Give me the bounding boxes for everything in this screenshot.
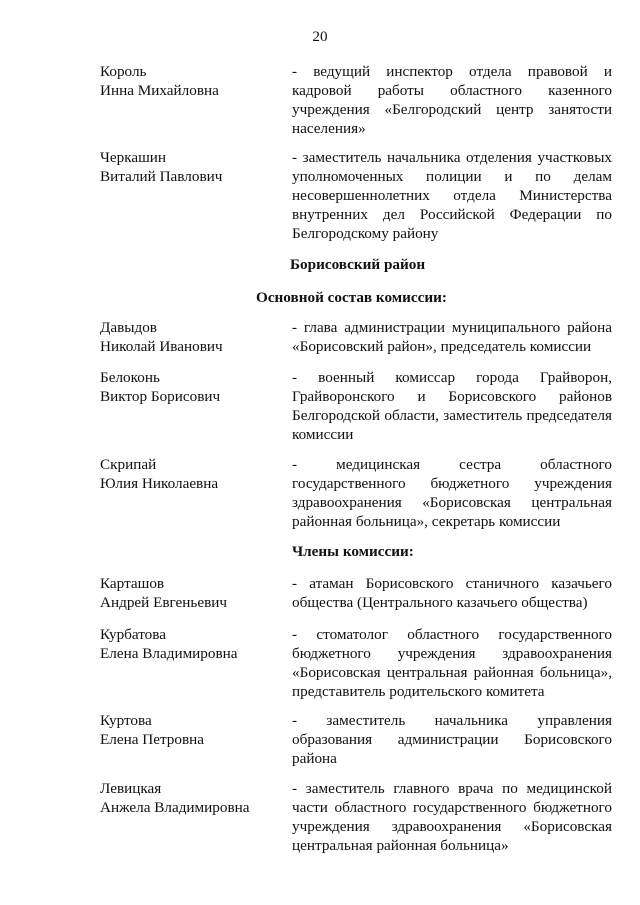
member-name [100, 455, 280, 493]
member-name [100, 148, 280, 186]
member-description: - стоматолог областного государственного бюджетного учреждения здравоохранения «Борисовская центральная районная больница», представитель родительского комитета [292, 626, 612, 700]
member-given-names: Виталий Павлович [100, 168, 223, 185]
member-given-names: Анжела Владимировна [100, 799, 250, 816]
page-number: 20 [312, 28, 328, 45]
members-heading: Члены комиссии: [292, 543, 414, 560]
member-given-names: Юлия Николаевна [100, 475, 219, 492]
member-surname: Левицкая [100, 780, 162, 797]
member-surname: Черкашин [100, 149, 167, 166]
member-name [100, 574, 280, 612]
member-surname: Скрипай [100, 456, 157, 473]
member-given-names: Елена Петровна [100, 731, 205, 748]
member-description: - заместитель начальника управления образования администрации Борисовского района [292, 712, 612, 767]
district-heading: Борисовский район [290, 256, 426, 273]
main-board-heading: Основной состав комиссии: [256, 289, 447, 306]
member-surname: Куртова [100, 712, 152, 729]
member-name [100, 779, 280, 817]
member-surname: Курбатова [100, 626, 166, 643]
member-description: - военный комиссар города Грайворон, Грайворонского и Борисовского районов Белгородской области, заместитель председателя комиссии [292, 369, 612, 443]
member-given-names: Николай Иванович [100, 338, 223, 355]
member-given-names: Виктор Борисович [100, 388, 221, 405]
member-name [100, 62, 280, 100]
member-description: - заместитель главного врача по медицинской части областного государственного бюджетного учреждения здравоохранения «Борисовская центральная районная больница» [292, 780, 612, 854]
member-surname: Давыдов [100, 319, 157, 336]
member-name [100, 368, 280, 406]
member-surname: Карташов [100, 575, 165, 592]
member-name [100, 625, 280, 663]
member-description: - медицинская сестра областного государственного бюджетного учреждения здравоохранения «Борисовская центральная районная больница», секретарь комиссии [292, 456, 612, 530]
member-description: - атаман Борисовского станичного казачьего общества (Центрального казачьего общества) [292, 575, 612, 611]
member-given-names: Андрей Евгеньевич [100, 594, 228, 611]
member-description: - заместитель начальника отделения участковых уполномоченных полиции и по делам несовершеннолетних отдела Министерства внутренних дел Российской Федерации по Белгородскому району [292, 149, 612, 242]
member-surname: Белоконь [100, 369, 160, 386]
member-given-names: Елена Владимировна [100, 645, 238, 662]
member-given-names: Инна Михайловна [100, 82, 219, 99]
member-surname: Король [100, 63, 147, 80]
member-description: - глава администрации муниципального района «Борисовский район», председатель комиссии [292, 319, 612, 355]
member-name [100, 711, 280, 749]
member-description: - ведущий инспектор отдела правовой и кадровой работы областного казенного учреждения «Белгородский центр занятости населения» [292, 63, 612, 137]
member-name [100, 318, 280, 356]
